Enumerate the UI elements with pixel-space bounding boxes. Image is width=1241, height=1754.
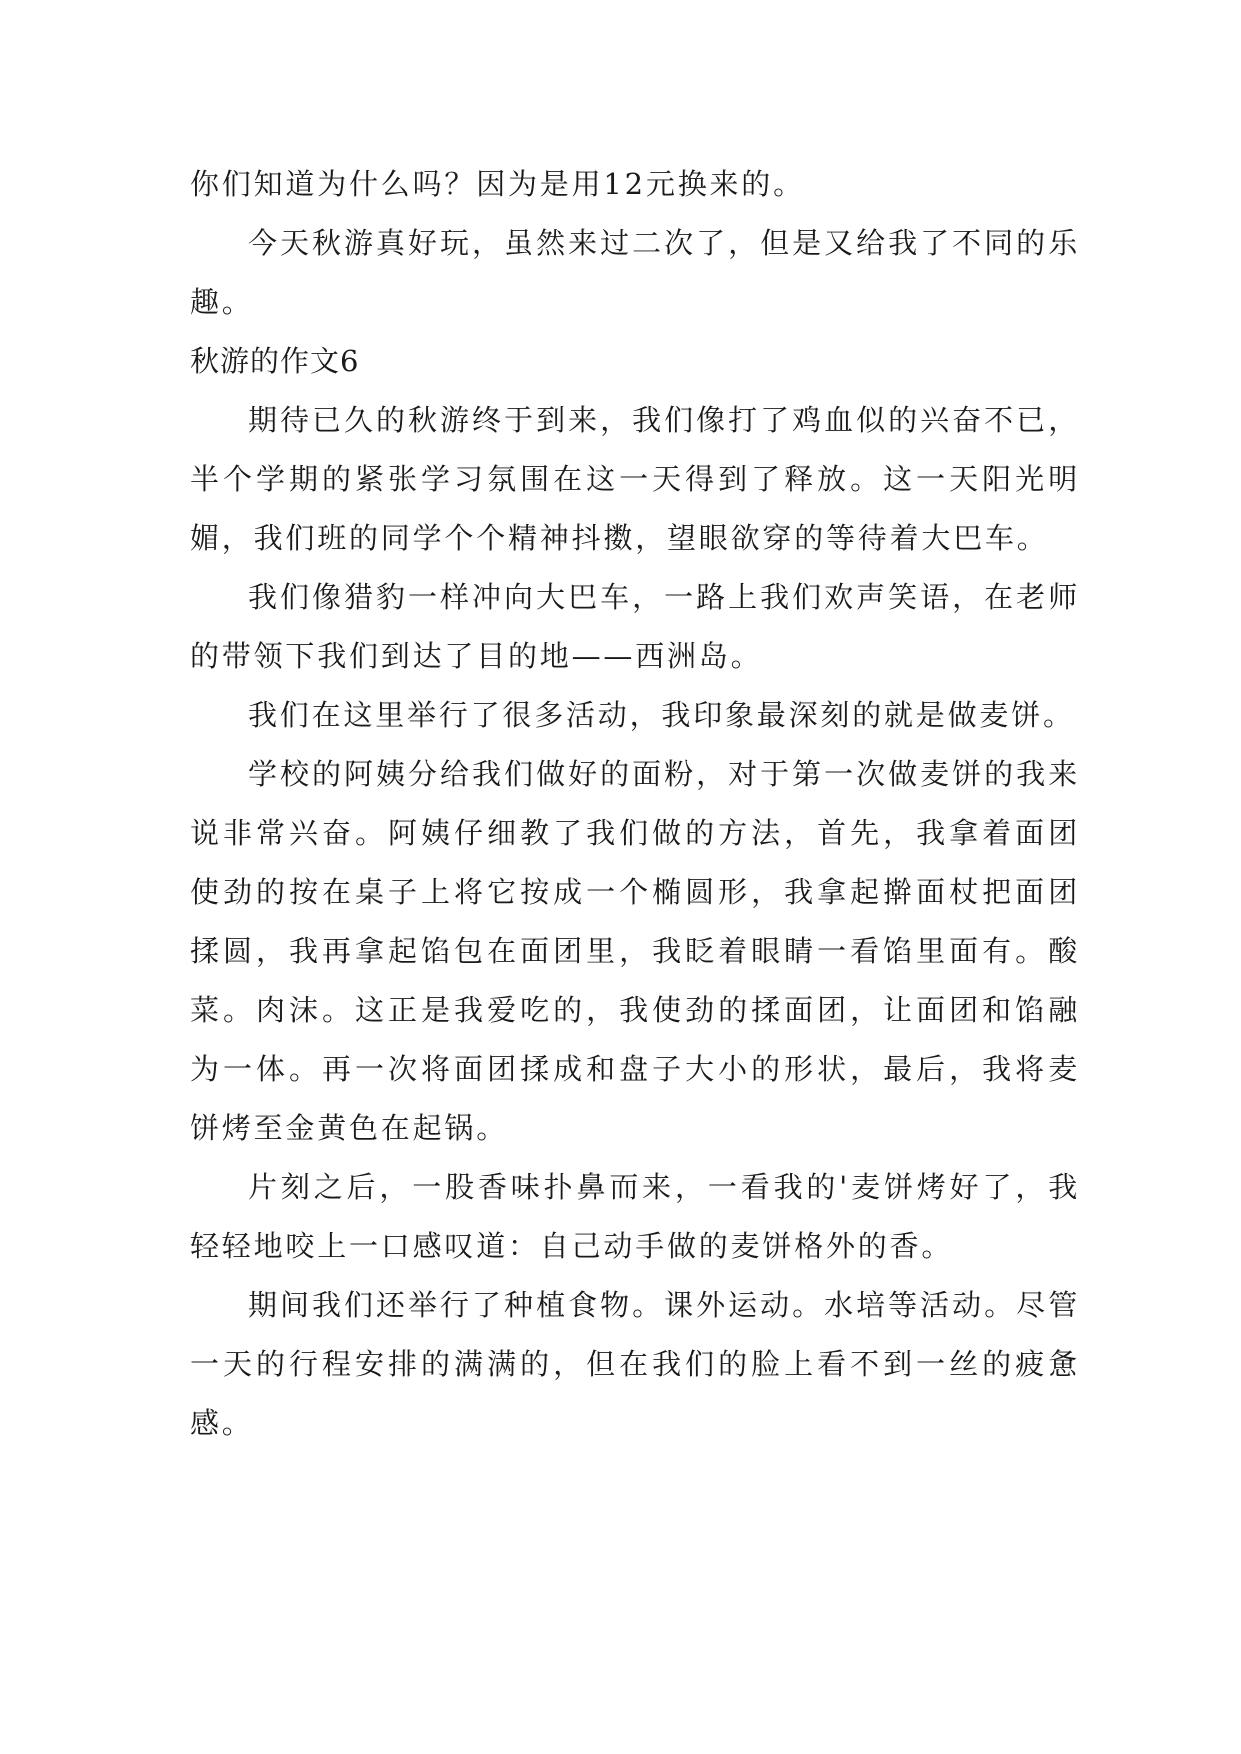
paragraph-2: 我们像猎豹一样冲向大巴车，一路上我们欢声笑语，在老师的带领下我们到达了目的地——西洲岛。: [190, 580, 1080, 673]
paragraph-conclusion: 今天秋游真好玩，虽然来过二次了，但是又给我了不同的乐趣。: [190, 226, 1080, 319]
paragraph-1: 期待已久的秋游终于到来，我们像打了鸡血似的兴奋不已，半个学期的紧张学习氛围在这一天得到了释放。这一天阳光明媚，我们班的同学个个精神抖擞，望眼欲穿的等待着大巴车。: [190, 403, 1080, 555]
document-page: [190, 155, 1080, 1453]
paragraph-5: 片刻之后，一股香味扑鼻而来，一看我的'麦饼烤好了，我轻轻地咬上一口感叹道：自己动手做的麦饼格外的香。: [190, 1170, 1080, 1263]
section-title: 秋游的作文6: [190, 344, 360, 378]
paragraph-3: 我们在这里举行了很多活动，我印象最深刻的就是做麦饼。: [248, 698, 1075, 732]
paragraph-continuation: 你们知道为什么吗？因为是用12元换来的。: [190, 167, 805, 201]
paragraph-4: 学校的阿姨分给我们做好的面粉，对于第一次做麦饼的我来说非常兴奋。阿姨仔细教了我们做的方法，首先，我拿着面团使劲的按在桌子上将它按成一个椭圆形，我拿起擀面杖把面团揉圆，我再拿起馅包在面团里，我眨着眼睛一看馅里面有。酸菜。肉沫。这正是我爱吃的，我使劲的揉面团，让面团和馅融为一体。再一次将面团揉成和盘子大小的形状，最后，我将麦饼烤至金黄色在起锅。: [190, 757, 1080, 1145]
paragraph-6: 期间我们还举行了种植食物。课外运动。水培等活动。尽管一天的行程安排的满满的，但在我们的脸上看不到一丝的疲惫感。: [190, 1288, 1080, 1440]
